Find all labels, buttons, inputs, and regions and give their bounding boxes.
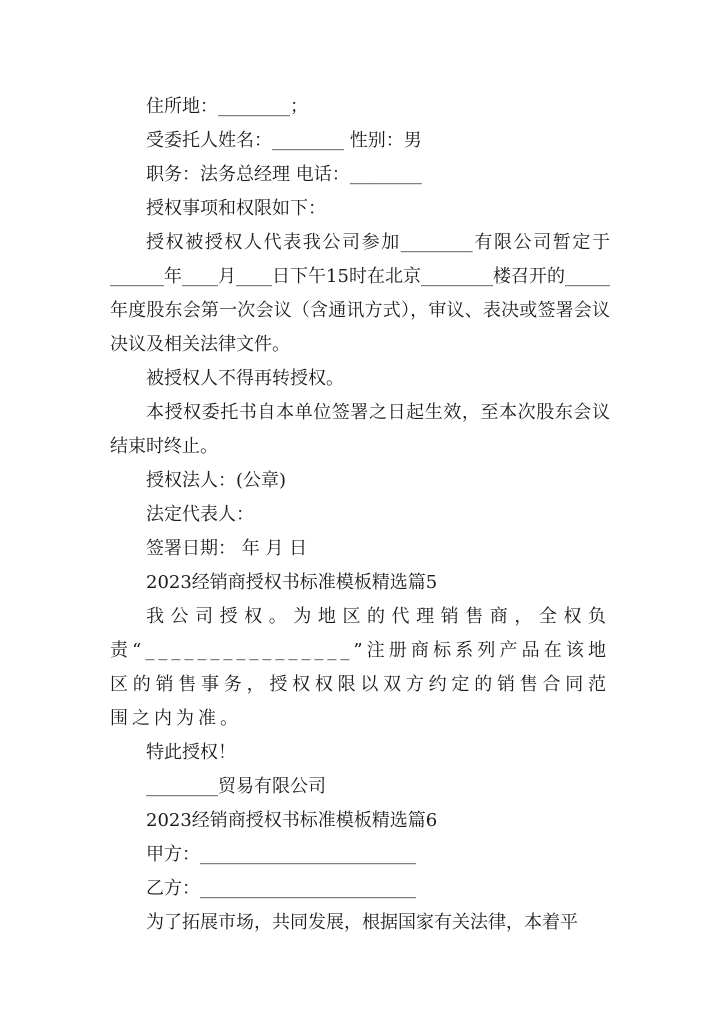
- validity-paragraph: 本授权委托书自本单位签署之日起生效，至本次股东会议结束时终止。: [110, 402, 610, 457]
- document-body: [110, 90, 610, 940]
- section-title-6: 2023经销商授权书标准模板精选篇6: [146, 810, 438, 831]
- authorization-scope-paragraph: 授权被授权人代表我公司参加________有限公司暂定于______年____月____日下午15时在北京________楼召开的_____年度股东会第一次会议（含通讯方式），审议、表决或签署会议决议及相关法律文件。: [110, 232, 610, 355]
- legal-representative-line: 法定代表人：: [146, 504, 254, 525]
- position-phone-line: 职务：法务总经理 电话：________: [146, 164, 422, 185]
- no-sub-authorization-line: 被授权人不得再转授权。: [146, 368, 344, 389]
- authorization-scope-heading: 授权事项和权限如下：: [146, 198, 326, 219]
- agreement-intro-paragraph: 为了拓展市场，共同发展，根据国家有关法律，本着平: [146, 912, 578, 933]
- company-signature-line: ________贸易有限公司: [146, 776, 326, 797]
- address-line: 住所地：________；: [146, 96, 308, 117]
- authorizing-entity-line: 授权法人：(公章): [146, 470, 287, 491]
- section-title-5: 2023经销商授权书标准模板精选篇5: [146, 572, 438, 593]
- trustee-name-line: 受委托人姓名：________ 性别：男: [146, 130, 422, 151]
- party-b-line: 乙方：________________________: [146, 878, 416, 899]
- hereby-authorized-line: 特此授权！: [146, 742, 236, 763]
- signing-date-line: 签署日期： 年 月 日: [146, 538, 308, 559]
- party-a-line: 甲方：________________________: [146, 844, 416, 865]
- dealer-authorization-paragraph: 我公司授权。为地区的代理销售商，全权负责“________________”注册商标系列产品在该地区的销售事务，授权权限以双方约定的销售合同范围之内为准。: [110, 606, 610, 729]
